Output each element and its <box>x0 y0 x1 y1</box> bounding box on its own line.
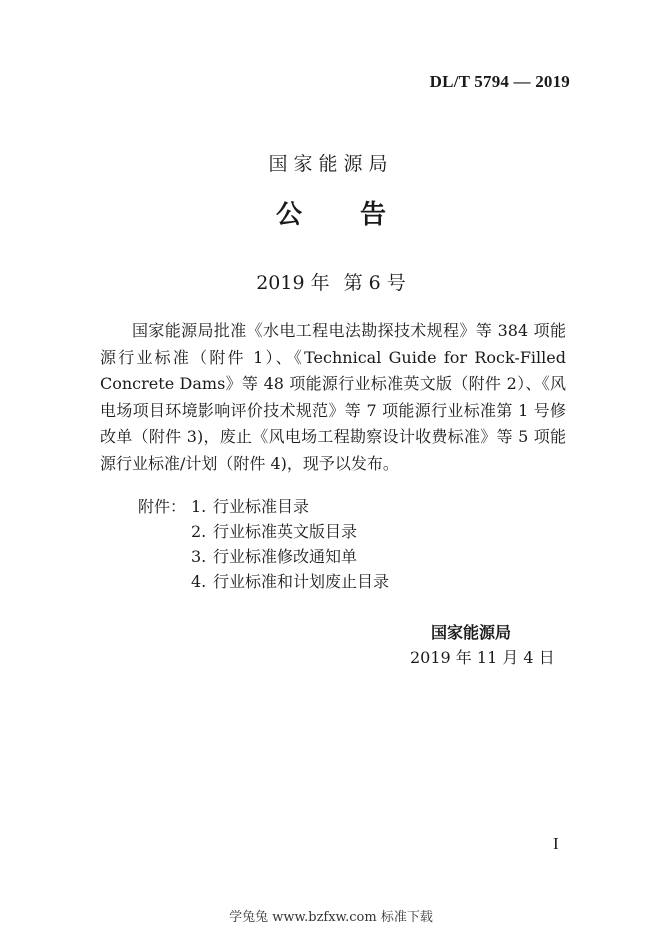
page-number: I <box>553 834 559 853</box>
announcement-body: 国家能源局批准《水电工程电法勘探技术规程》等 384 项能源行业标准（附件 1）、《Technical Guide for Rock-Filled Concrete Dams》等 48 项能源行业标准英文版（附件 2）、《风电场项目环境影响评价技术规范》等 7 项能源行业标准第 1 号修改单（附件 3)，废止《风电场工程勘察设计收费标准》等 5 项能源行业标准/计划（附件 4)，现予以发布。 <box>100 321 566 473</box>
attachment-label: 行业标准英文版目录 <box>213 522 358 541</box>
attachment-number: 1. <box>191 497 207 516</box>
attachment-item <box>138 519 389 544</box>
document-serial: 第 6 号 <box>343 272 406 294</box>
document-year: 2019 年 <box>256 272 330 294</box>
document-type-title <box>0 194 662 231</box>
attachment-label: 行业标准和计划废止目录 <box>213 572 390 591</box>
attachment-item <box>138 569 389 594</box>
attachment-item <box>138 494 389 519</box>
attachments-list <box>138 494 389 594</box>
attachment-number: 3. <box>191 547 207 566</box>
issuer-title: 国家能源局 <box>268 153 394 175</box>
document-type-char-2: 告 <box>360 200 387 230</box>
watermark-text: 学兔兔 www.bzfxw.com 标准下载 <box>229 910 433 925</box>
attachment-label: 行业标准修改通知单 <box>213 547 358 566</box>
attachments-prefix: 附件： <box>138 497 187 516</box>
document-type-char-1: 公 <box>275 200 302 230</box>
signature-organization: 国家能源局 <box>431 623 512 642</box>
attachment-number: 4. <box>191 572 207 591</box>
signature-date: 2019 年 11 月 4 日 <box>410 648 555 667</box>
attachment-item <box>138 544 389 569</box>
standard-code: DL/T 5794 — 2019 <box>429 72 570 91</box>
document-number <box>0 268 662 295</box>
attachment-number: 2. <box>191 522 207 541</box>
attachment-label: 行业标准目录 <box>213 497 310 516</box>
